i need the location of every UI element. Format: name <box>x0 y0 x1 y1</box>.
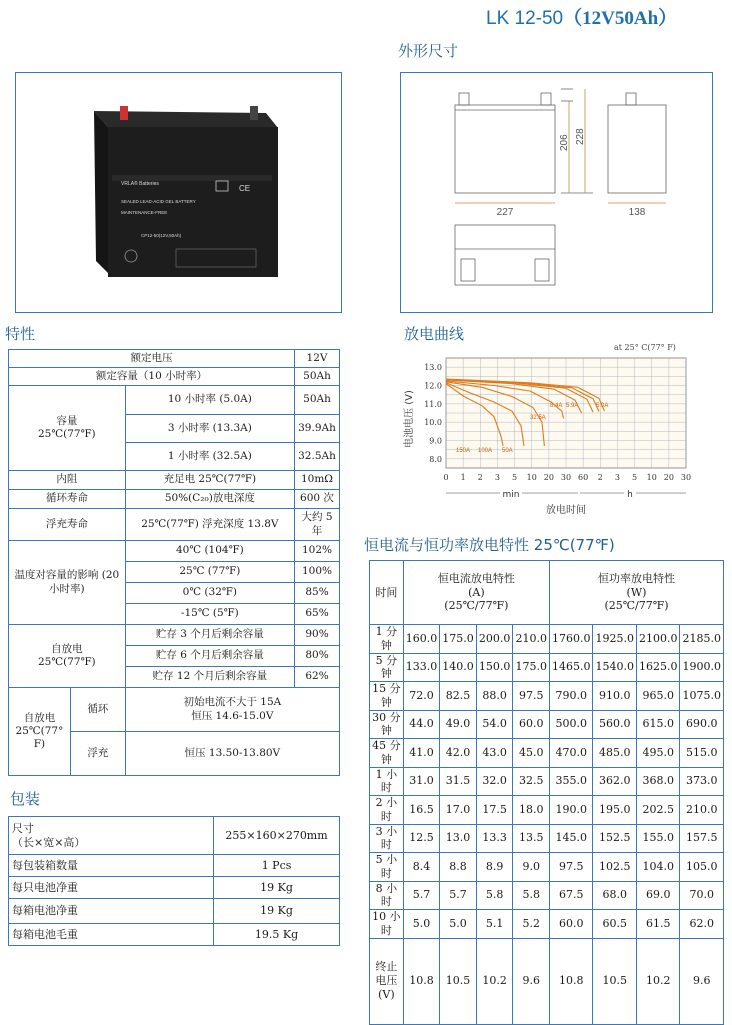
value-cell: 210.0 <box>680 796 724 825</box>
time-cell: 45 分钟 <box>370 739 404 768</box>
cap-rate: 10 小时率 (5.0A) <box>125 386 294 415</box>
x-axis-label: 放电时间 <box>546 505 586 516</box>
table-row <box>9 688 340 732</box>
table-row <box>9 471 340 490</box>
series-label: 8.4A <box>550 403 563 409</box>
value-cell: 32.5 <box>513 767 550 796</box>
value-cell: 195.0 <box>593 796 637 825</box>
cycle-use-2: 恒压 14.6-15.0V <box>191 709 274 722</box>
value-cell: 105.0 <box>680 853 724 882</box>
capacity-temp: 25℃(77℉) <box>38 428 96 440</box>
dimension-drawing-panel <box>400 72 713 313</box>
time-cell: 15 分钟 <box>370 682 404 711</box>
sd-value: 80% <box>295 646 340 667</box>
cycle-life: 600 次 <box>295 490 340 509</box>
value-cell: 133.0 <box>403 653 440 682</box>
dimension-drawing <box>401 73 712 312</box>
x-tick-label: 3 <box>614 473 620 482</box>
x-tick-label: 60 <box>578 473 589 482</box>
end-voltage-cell: 10.2 <box>476 938 513 1024</box>
value-cell: 200.0 <box>476 625 513 654</box>
value-cell: 5.2 <box>513 910 550 939</box>
value-cell: 210.0 <box>513 625 550 654</box>
rated-voltage: 12V <box>295 350 340 368</box>
discharge-table <box>369 560 724 1025</box>
chart-title: at 25° C(77° F) <box>614 343 676 352</box>
cap-value: 39.9Ah <box>295 415 340 443</box>
x-tick-label: 3 <box>494 473 500 482</box>
value-cell: 910.0 <box>593 682 637 711</box>
discharge-chart-svg <box>400 340 700 520</box>
temp-value: 102% <box>295 541 340 562</box>
sd-label-text: 自放电 <box>51 642 83 655</box>
table-row <box>9 368 340 386</box>
value-cell: 13.3 <box>476 824 513 853</box>
end-voltage-row <box>370 938 724 1024</box>
time-cell: 10 小时 <box>370 910 404 939</box>
pack-value: 19 Kg <box>214 899 340 924</box>
x-tick-label: 10 <box>646 473 657 482</box>
resistance-cond: 充足电 25℃(77℉) <box>125 471 294 490</box>
pack-value: 19 Kg <box>214 877 340 899</box>
value-cell: 5.7 <box>440 881 477 910</box>
value-cell: 690.0 <box>680 710 724 739</box>
pack-label: 每箱电池毛重 <box>9 924 214 946</box>
temp-cond: 25℃ (77℉) <box>125 562 294 583</box>
value-cell: 18.0 <box>513 796 550 825</box>
value-cell: 157.5 <box>680 824 724 853</box>
value-cell: 60.5 <box>593 910 637 939</box>
table-row <box>370 653 724 682</box>
value-cell: 17.5 <box>476 796 513 825</box>
col-header-time: 时间 <box>370 561 404 625</box>
pack-label: 尺寸 （长×宽×高） <box>9 817 214 855</box>
value-cell: 49.0 <box>440 710 477 739</box>
cycle-label: 循环寿命 <box>9 490 126 509</box>
discharge-table-heading: 恒电流与恒功率放电特性 25℃(77℉) <box>364 536 615 554</box>
charge-label: 自放电 25℃(77° F) <box>9 688 71 776</box>
cap-value: 32.5Ah <box>295 443 340 471</box>
value-cell: 1540.0 <box>593 653 637 682</box>
value-cell: 150.0 <box>476 653 513 682</box>
x-tick-label: 2 <box>477 473 483 482</box>
value-cell: 16.5 <box>403 796 440 825</box>
sd-cond: 贮存 12 个月后剩余容量 <box>125 667 294 688</box>
pack-value: 1 Pcs <box>214 855 340 877</box>
current-header-text: 恒电流放电特性 <box>437 571 515 585</box>
time-cell: 5 分钟 <box>370 653 404 682</box>
value-cell: 12.5 <box>403 824 440 853</box>
value-cell: 61.5 <box>636 910 680 939</box>
x-tick-label: 0 <box>443 473 449 482</box>
table-row <box>9 490 340 509</box>
value-cell: 67.5 <box>549 881 593 910</box>
value-cell: 495.0 <box>636 739 680 768</box>
table-row <box>370 796 724 825</box>
rated-capacity-label: 额定容量（10 小时率） <box>9 368 295 386</box>
value-cell: 43.0 <box>476 739 513 768</box>
value-cell: 88.0 <box>476 682 513 711</box>
value-cell: 17.0 <box>440 796 477 825</box>
cycle-use-1: 初始电流不大于 15A <box>183 696 282 709</box>
series-label: 150A <box>456 448 471 454</box>
end-voltage-cell: 10.5 <box>593 938 637 1024</box>
temp-cond: 0℃ (32℉) <box>125 583 294 604</box>
value-cell: 145.0 <box>549 824 593 853</box>
time-cell: 8 小时 <box>370 881 404 910</box>
value-cell: 362.0 <box>593 767 637 796</box>
x-group-min: min <box>502 490 520 500</box>
cycle-use-value <box>125 688 339 732</box>
model-name: LK 12-50 <box>486 8 564 29</box>
pack-label: 每只电池净重 <box>9 877 214 899</box>
float-life: 大约 5 年 <box>295 509 340 541</box>
value-cell: 5.1 <box>476 910 513 939</box>
x-tick-label: 5 <box>632 473 638 482</box>
packaging-table <box>8 816 340 946</box>
temp-value: 65% <box>295 604 340 625</box>
resistance-label: 内阻 <box>9 471 126 490</box>
value-cell: 97.5 <box>513 682 550 711</box>
series-label: 50A <box>502 448 513 454</box>
value-cell: 60.0 <box>513 710 550 739</box>
end-voltage-cell: 10.5 <box>440 938 477 1024</box>
cap-rate: 1 小时率 (32.5A) <box>125 443 294 471</box>
time-cell: 1 分钟 <box>370 625 404 654</box>
y-tick-label: 8.0 <box>429 454 442 464</box>
product-photo-panel <box>15 72 342 313</box>
value-cell: 175.0 <box>513 653 550 682</box>
battery-type-text: SEALED LEAD-ACID GEL BATTERY <box>121 199 196 204</box>
value-cell: 470.0 <box>549 739 593 768</box>
table-row <box>370 881 724 910</box>
table-row <box>9 541 340 562</box>
pack-label: 每箱电池净重 <box>9 899 214 924</box>
value-cell: 560.0 <box>593 710 637 739</box>
value-cell: 2100.0 <box>636 625 680 654</box>
x-tick-label: 5 <box>512 473 518 482</box>
table-row <box>9 899 340 924</box>
current-unit: (A) <box>468 585 485 599</box>
value-cell: 8.9 <box>476 853 513 882</box>
table-row <box>9 386 340 415</box>
value-cell: 32.0 <box>476 767 513 796</box>
value-cell: 373.0 <box>680 767 724 796</box>
page-title <box>486 3 677 30</box>
value-cell: 102.5 <box>593 853 637 882</box>
characteristics-heading: 特性 <box>5 325 36 343</box>
y-tick-label: 11.0 <box>424 399 442 409</box>
battery-photo <box>16 73 341 312</box>
y-tick-label: 13.0 <box>424 363 442 373</box>
specs-table <box>8 349 340 776</box>
battery-brand-text: VRLA® Batteries <box>121 181 159 187</box>
value-cell: 104.0 <box>636 853 680 882</box>
capacity-label <box>9 386 126 471</box>
x-tick-label: 20 <box>543 473 554 482</box>
time-cell: 5 小时 <box>370 853 404 882</box>
y-axis-label: 电池电压 (V) <box>404 390 415 448</box>
power-unit: (W) <box>626 585 647 599</box>
value-cell: 8.4 <box>403 853 440 882</box>
value-cell: 355.0 <box>549 767 593 796</box>
sd-cond: 贮存 3 个月后剩余容量 <box>125 625 294 646</box>
x-tick-label: 20 <box>663 473 674 482</box>
value-cell: 13.0 <box>440 824 477 853</box>
col-header-current <box>403 561 549 625</box>
value-cell: 70.0 <box>680 881 724 910</box>
value-cell: 60.0 <box>549 910 593 939</box>
current-temp: (25℃/77℉) <box>444 599 509 613</box>
value-cell: 2185.0 <box>680 625 724 654</box>
end-voltage-cell: 9.6 <box>680 938 724 1024</box>
temp-cond: -15℃ (5℉) <box>125 604 294 625</box>
time-cell: 2 小时 <box>370 796 404 825</box>
value-cell: 140.0 <box>440 653 477 682</box>
value-cell: 54.0 <box>476 710 513 739</box>
value-cell: 69.0 <box>636 881 680 910</box>
value-cell: 5.8 <box>513 881 550 910</box>
value-cell: 62.0 <box>680 910 724 939</box>
value-cell: 9.0 <box>513 853 550 882</box>
x-tick-label: 1 <box>460 473 466 482</box>
value-cell: 44.0 <box>403 710 440 739</box>
temp-value: 85% <box>295 583 340 604</box>
table-row <box>370 625 724 654</box>
dim-length: 227 <box>496 207 514 218</box>
value-cell: 5.0 <box>440 910 477 939</box>
value-cell: 1900.0 <box>680 653 724 682</box>
y-tick-label: 10.0 <box>424 418 442 428</box>
end-voltage-cell: 10.8 <box>403 938 440 1024</box>
end-voltage-cell: 9.6 <box>513 938 550 1024</box>
cap-rate: 3 小时率 (13.3A) <box>125 415 294 443</box>
power-temp: (25℃/77℉) <box>604 599 669 613</box>
value-cell: 175.0 <box>440 625 477 654</box>
x-tick-label: 30 <box>680 473 692 482</box>
x-tick-label: 30 <box>560 473 572 482</box>
power-header-text: 恒功率放电特性 <box>597 571 675 585</box>
time-cell: 30 分钟 <box>370 710 404 739</box>
value-cell: 97.5 <box>549 853 593 882</box>
table-row <box>9 350 340 368</box>
table-row <box>370 739 724 768</box>
rated-capacity: 50Ah <box>295 368 340 386</box>
value-cell: 368.0 <box>636 767 680 796</box>
discharge-curve-heading: 放电曲线 <box>404 325 465 343</box>
table-row <box>370 767 724 796</box>
model-spec: （12V50Ah） <box>563 8 678 29</box>
series-label: 5.0A <box>596 403 609 409</box>
value-cell: 68.0 <box>593 881 637 910</box>
value-cell: 31.5 <box>440 767 477 796</box>
col-header-power <box>549 561 723 625</box>
series-label: 5.9A <box>566 403 579 409</box>
table-row <box>9 817 340 855</box>
float-label: 浮充寿命 <box>9 509 126 541</box>
table-row <box>370 824 724 853</box>
float-cond: 25℃(77℉) 浮充深度 13.8V <box>125 509 294 541</box>
value-cell: 1465.0 <box>549 653 593 682</box>
sd-value: 90% <box>295 625 340 646</box>
value-cell: 515.0 <box>680 739 724 768</box>
y-tick-label: 9.0 <box>429 436 442 446</box>
time-cell: 3 小时 <box>370 824 404 853</box>
battery-model-text: CP12-50(12V,50Ah) <box>141 233 182 238</box>
pack-value: 255×160×270mm <box>214 817 340 855</box>
table-row <box>9 855 340 877</box>
table-row <box>9 924 340 946</box>
capacity-label-text: 容量 <box>56 414 78 427</box>
temp-effect-label: 温度对容量的影响 (20 小时率) <box>9 541 126 625</box>
value-cell: 1625.0 <box>636 653 680 682</box>
battery-maintenance-text: MAINTENANCE-FREE <box>121 210 168 215</box>
value-cell: 8.8 <box>440 853 477 882</box>
resistance: 10mΩ <box>295 471 340 490</box>
value-cell: 1925.0 <box>593 625 637 654</box>
value-cell: 42.0 <box>440 739 477 768</box>
end-voltage-cell: 10.2 <box>636 938 680 1024</box>
temp-value: 100% <box>295 562 340 583</box>
value-cell: 965.0 <box>636 682 680 711</box>
cap-value: 50Ah <box>295 386 340 415</box>
y-tick-label: 12.0 <box>424 381 442 391</box>
table-row <box>9 625 340 646</box>
value-cell: 1760.0 <box>549 625 593 654</box>
value-cell: 72.0 <box>403 682 440 711</box>
series-label: 100A <box>478 448 493 454</box>
ce-mark-icon: CE <box>239 184 251 193</box>
value-cell: 5.8 <box>476 881 513 910</box>
value-cell: 45.0 <box>513 739 550 768</box>
value-cell: 5.0 <box>403 910 440 939</box>
x-group-h: h <box>627 490 633 500</box>
dim-height: 206 <box>559 134 570 151</box>
value-cell: 155.0 <box>636 824 680 853</box>
table-header-row <box>370 561 724 625</box>
sd-temp: 25℃(77℉) <box>38 656 96 668</box>
table-row <box>9 877 340 899</box>
value-cell: 1075.0 <box>680 682 724 711</box>
temp-cond: 40℃ (104℉) <box>125 541 294 562</box>
dim-total-height: 228 <box>575 128 586 145</box>
end-voltage-cell: 10.8 <box>549 938 593 1024</box>
self-discharge-label <box>9 625 126 688</box>
pack-value: 19.5 Kg <box>214 924 340 946</box>
dimensions-heading: 外形尺寸 <box>398 42 459 60</box>
table-row <box>370 910 724 939</box>
value-cell: 13.5 <box>513 824 550 853</box>
value-cell: 190.0 <box>549 796 593 825</box>
x-tick-label: 10 <box>526 473 537 482</box>
value-cell: 615.0 <box>636 710 680 739</box>
float-use-label: 浮充 <box>70 732 125 776</box>
packaging-heading: 包装 <box>10 790 41 808</box>
time-cell: 1 小时 <box>370 767 404 796</box>
value-cell: 485.0 <box>593 739 637 768</box>
table-row <box>370 710 724 739</box>
sd-cond: 贮存 6 个月后剩余容量 <box>125 646 294 667</box>
rated-voltage-label: 额定电压 <box>9 350 295 368</box>
sd-value: 62% <box>295 667 340 688</box>
dim-width: 138 <box>628 207 646 218</box>
table-row <box>9 509 340 541</box>
table-row <box>370 853 724 882</box>
x-tick-label: 2 <box>597 473 603 482</box>
value-cell: 152.5 <box>593 824 637 853</box>
end-voltage-label: 终止 电压 (V) <box>370 938 404 1024</box>
value-cell: 500.0 <box>549 710 593 739</box>
value-cell: 41.0 <box>403 739 440 768</box>
cycle-cond: 50%(C₂₀)放电深度 <box>125 490 294 509</box>
discharge-chart <box>400 340 700 520</box>
value-cell: 160.0 <box>403 625 440 654</box>
value-cell: 790.0 <box>549 682 593 711</box>
float-use-value: 恒压 13.50-13.80V <box>125 732 339 776</box>
value-cell: 202.5 <box>636 796 680 825</box>
table-row <box>370 682 724 711</box>
value-cell: 5.7 <box>403 881 440 910</box>
value-cell: 82.5 <box>440 682 477 711</box>
value-cell: 31.0 <box>403 767 440 796</box>
pack-label: 每包装箱数量 <box>9 855 214 877</box>
series-label: 32.5A <box>530 415 546 421</box>
cycle-use-label: 循环 <box>70 688 125 732</box>
